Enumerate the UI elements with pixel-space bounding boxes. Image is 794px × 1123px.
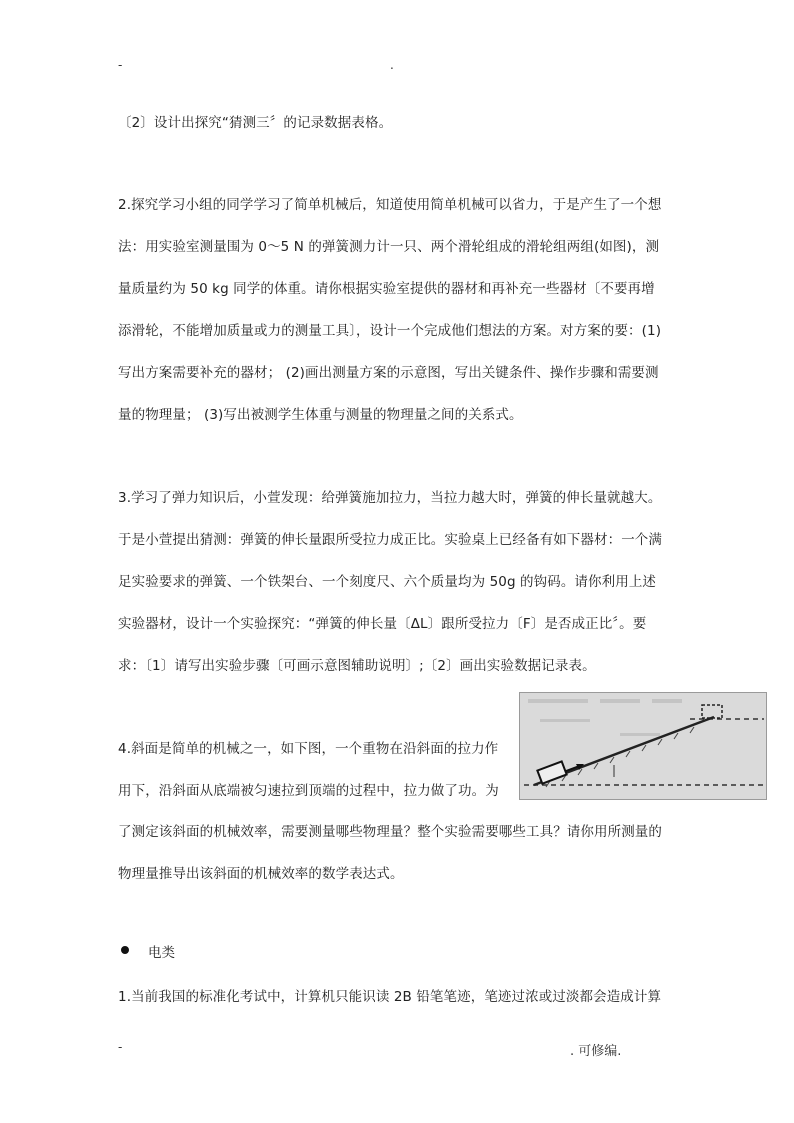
intro-line: 〔2〕设计出探究“猜测三〞的记录数据表格。 [118,115,393,131]
footer-right-text: . 可修编. [570,1044,622,1059]
header-left-mark: - [118,58,123,72]
q3-line-4: 实验器材，设计一个实验探究：“弹簧的伸长量〔ΔL〕跟所受拉力〔F〕是否成正比〞。要 [118,616,647,632]
inclined-plane-figure [519,692,767,800]
q3-line-3: 足实验要求的弹簧、一个铁架台、一个刻度尺、六个质量均为 50g 的钩码。请你利用上述 [118,574,657,590]
q2-line-1: 2.探究学习小组的同学学习了简单机械后，知道使用简单机械可以省力，于是产生了一个想 [118,197,662,213]
q4-line-2: 用下，沿斜面从底端被匀速拉到顶端的过程中，拉力做了功。为 [118,783,499,799]
section-heading: 电类 [148,945,175,961]
q4-line-1: 4.斜面是简单的机械之一，如下图，一个重物在沿斜面的拉力作 [118,741,499,757]
q2-line-2: 法：用实验室测量围为 0～5 N 的弹簧测力计一只、两个滑轮组成的滑轮组两组(如图)，测 [118,239,660,255]
section-bullet-icon [121,946,129,954]
q2-line-4: 添滑轮，不能增加质量或力的测量工具〕，设计一个完成他们想法的方案。对方案的要：(1) [118,323,662,339]
q2-line-6: 量的物理量； (3)写出被测学生体重与测量的物理量之间的关系式。 [118,407,523,423]
footer-left-mark: - [118,1040,123,1054]
q4-line-3: 了测定该斜面的机械效率，需要测量哪些物理量？整个实验需要哪些工具？请你用所测量的 [118,824,662,840]
header-right-mark: . [390,58,394,72]
q3-line-5: 求：〔1〕请写出实验步骤〔可画示意图辅助说明〕;〔2〕画出实验数据记录表。 [118,658,596,674]
e1-line-1: 1.当前我国的标准化考试中，计算机只能识读 2B 铅笔笔迹，笔迹过浓或过淡都会造成计算 [118,989,662,1005]
q2-line-3: 量质量约为 50 kg 同学的体重。请你根据实验室提供的器材和再补充一些器材〔不要再增 [118,281,655,297]
q3-line-1: 3.学习了弹力知识后，小萱发现：给弹簧施加拉力，当拉力越大时，弹簧的伸长量就越大。 [118,490,662,506]
q2-line-5: 写出方案需要补充的器材； (2)画出测量方案的示意图，写出关键条件、操作步骤和需要测 [118,365,659,381]
inclined-plane-diagram [520,693,766,799]
q3-line-2: 于是小萱提出猜测：弹簧的伸长量跟所受拉力成正比。实验桌上已经备有如下器材：一个满 [118,532,662,548]
q4-line-4: 物理量推导出该斜面的机械效率的数学表达式。 [118,866,404,882]
